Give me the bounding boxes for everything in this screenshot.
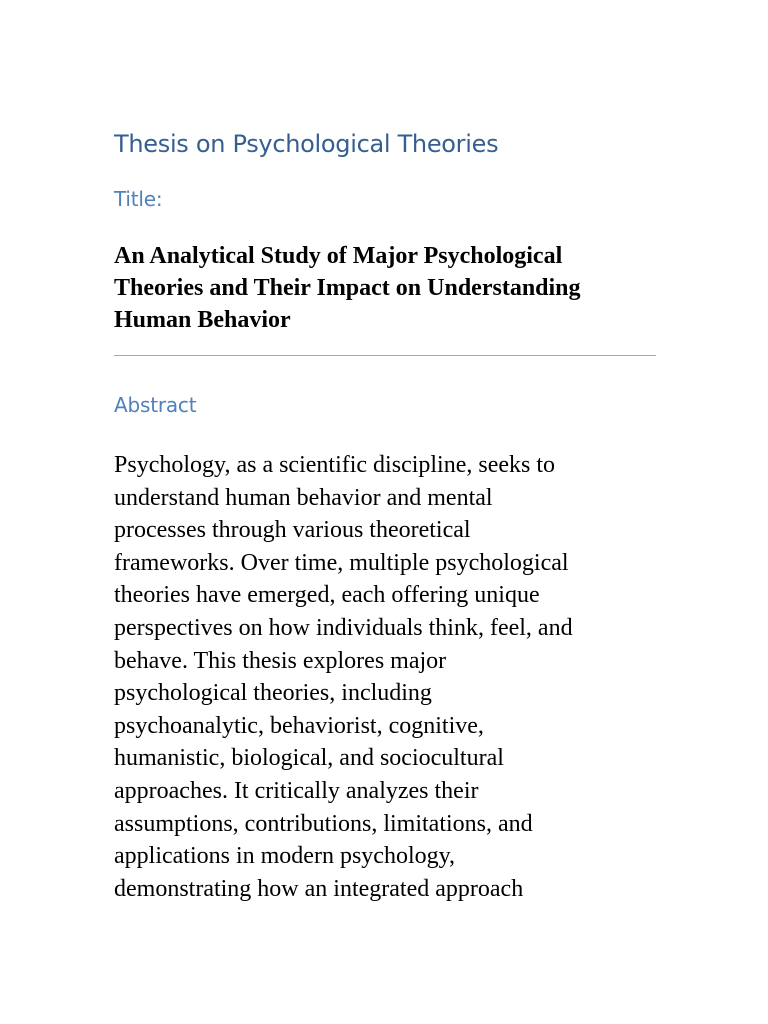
abstract-line: demonstrating how an integrated approach bbox=[114, 875, 524, 902]
abstract-line: psychological theories, including bbox=[114, 680, 432, 707]
title-label: Title: bbox=[114, 187, 163, 211]
thesis-title-line: Human Behavior bbox=[114, 307, 291, 333]
thesis-title-line: An Analytical Study of Major Psychological bbox=[114, 243, 563, 269]
abstract-line: Psychology, as a scientific discipline, seeks to bbox=[114, 452, 556, 478]
abstract-line: frameworks. Over time, multiple psychological bbox=[114, 549, 569, 576]
abstract-line: psychoanalytic, behaviorist, cognitive, bbox=[114, 712, 484, 739]
document-content bbox=[114, 124, 656, 905]
section-divider bbox=[114, 355, 656, 356]
abstract-line: applications in modern psychology, bbox=[114, 843, 456, 870]
abstract-line: processes through various theoretical bbox=[114, 517, 471, 544]
abstract-line: understand human behavior and mental bbox=[114, 484, 493, 511]
abstract-line: approaches. It critically analyzes their bbox=[114, 777, 479, 804]
abstract-line: behave. This thesis explores major bbox=[114, 647, 447, 674]
abstract-label: Abstract bbox=[114, 393, 197, 417]
abstract-line: theories have emerged, each offering unique bbox=[114, 582, 540, 609]
abstract-line: perspectives on how individuals think, feel, and bbox=[114, 614, 573, 641]
abstract-paragraph bbox=[114, 449, 644, 905]
thesis-title bbox=[114, 240, 656, 336]
abstract-line: assumptions, contributions, limitations, and bbox=[114, 810, 533, 837]
thesis-title-line: Theories and Their Impact on Understanding bbox=[114, 275, 581, 301]
document-heading: Thesis on Psychological Theories bbox=[114, 130, 499, 158]
abstract-line: humanistic, biological, and sociocultural bbox=[114, 745, 504, 772]
